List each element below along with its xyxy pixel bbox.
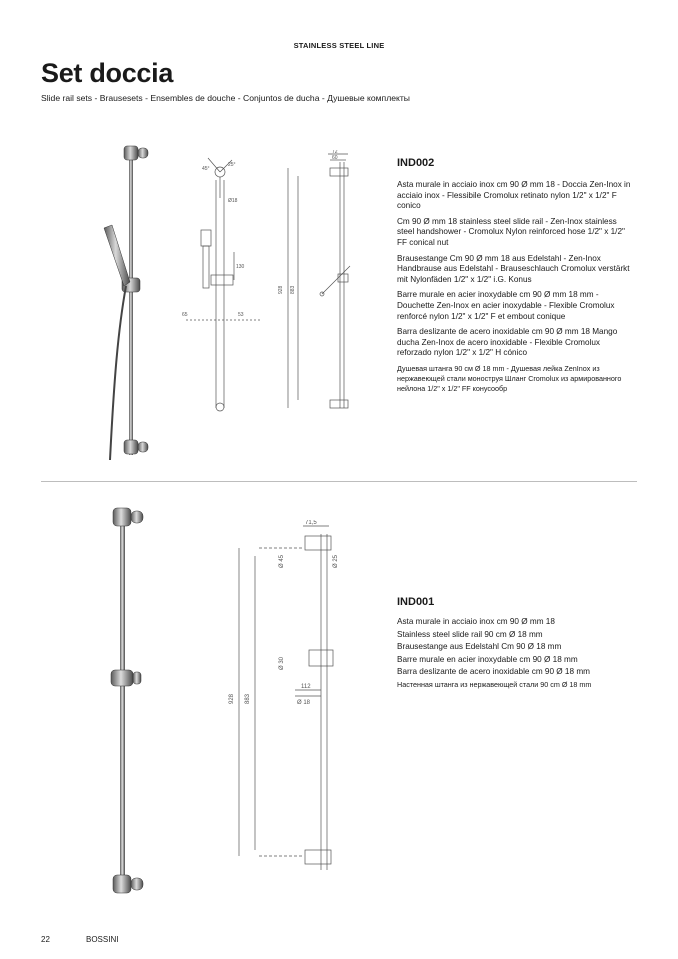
ind001-desc-fr: Barre murale en acier inoxydable cm 90 Ø 18 mm	[397, 654, 578, 664]
ind002-dim-dia: Ø18	[228, 198, 238, 204]
ind001-code: IND001	[397, 596, 435, 608]
ind001-product-photo	[95, 500, 165, 900]
ind002-description	[397, 180, 635, 399]
brand-name: BOSSINI	[86, 935, 119, 944]
ind001-dim-h928: 928	[229, 693, 235, 704]
ind001-dim-d30: Ø 30	[279, 656, 285, 670]
ind001-desc-de: Brausestange aus Edelstahl Cm 90 Ø 18 mm	[397, 642, 562, 651]
ind002-code: IND002	[397, 157, 435, 169]
ind001-dim-w715: 71,5	[305, 520, 317, 526]
page-title: Set doccia	[41, 58, 174, 88]
ind002-dim-w72: 72	[332, 150, 338, 155]
ind002-desc-it: Asta murale in acciaio inox cm 90 Ø mm 18 - Doccia Zen-Inox in acciaio inox - Flessibile Cromolux retinato nylon 1/2" x 1/2" F conico	[397, 180, 631, 211]
ind002-desc-en: Cm 90 Ø mm 18 stainless steel slide rail - Zen-Inox stainless steel handshower - Cromolux Nylon reinforced hose 1/2" x 1/2" FF conical nut	[397, 216, 625, 247]
ind002-desc-fr: Barre murale en acier inoxydable cm 90 Ø mm 18 mm - Douchette Zen-Inox en acier inoxydable - Flexible Cromolux renforcé nylon 1/2" x 1/2" F et embout conique	[397, 290, 615, 321]
ind001-dim-d45: Ø 45	[279, 554, 285, 568]
ind002-dim-w53: 53	[238, 312, 244, 318]
ind001-desc-es: Barra deslizante de acero inoxidable cm 90 Ø 18 mm	[397, 667, 590, 676]
ind001-dim-d25: Ø 25	[333, 554, 339, 568]
ind002-product-photo	[80, 140, 160, 470]
ind001-desc-ru: Настенная штанга из нержавеющей стали 90 cm Ø 18 mm	[397, 679, 592, 689]
ind002-dim-w60: 60	[332, 155, 338, 161]
section-divider	[41, 481, 637, 482]
ind001-desc-it: Asta murale in acciaio inox cm 90 Ø mm 18	[397, 617, 555, 626]
ind001-description	[397, 616, 635, 691]
ind001-dim-d18: Ø 18	[297, 700, 311, 706]
ind002-dim-angle-a: 45°	[202, 166, 210, 172]
ind002-technical-drawing-side	[278, 150, 368, 420]
ind002-dim-h883: 883	[290, 285, 296, 294]
ind002-dim-w65: 65	[182, 312, 188, 318]
ind001-technical-drawing	[225, 520, 365, 880]
ind001-dim-h883: 883	[245, 693, 251, 704]
page-number: 22	[41, 935, 50, 944]
ind002-technical-drawing-front	[178, 150, 268, 420]
ind002-desc-es: Barra deslizante de acero inoxidable cm 90 Ø mm 18 Mango ducha Zen-Inox de acero inoxidable - Flexible Cromolux reforzado nylon 1/2" x 1/2" H cónico	[397, 327, 618, 358]
ind001-desc-en: Stainless steel slide rail 90 cm Ø 18 mm	[397, 629, 543, 639]
line-label: STAINLESS STEEL LINE	[293, 41, 385, 50]
ind002-dim-h928: 928	[278, 285, 284, 294]
ind002-dim-angle-b: 25°	[228, 162, 236, 168]
ind002-dim-h130: 130	[236, 264, 245, 270]
ind002-desc-ru: Душевая штанга 90 см Ø 18 mm - Душевая лейка ZenInox из нержавеющей стали моноструя Шланг Cromolux из армированного нейлона 1/2" x 1/2" FF конусообр	[397, 363, 622, 393]
page-subtitle: Slide rail sets - Brausesets - Ensembles de douche - Conjuntos de ducha - Душевые комплекты	[41, 93, 410, 103]
ind001-dim-w112: 112	[301, 684, 311, 690]
ind002-desc-de: Brausestange Cm 90 Ø mm 18 aus Edelstahl - Zen-Inox Handbrause aus Edelstahl - Brauseschlauch Cromolux verstärkt mit Nylonfäden 1/2" x 1/2" i.G. Konus	[397, 253, 630, 284]
